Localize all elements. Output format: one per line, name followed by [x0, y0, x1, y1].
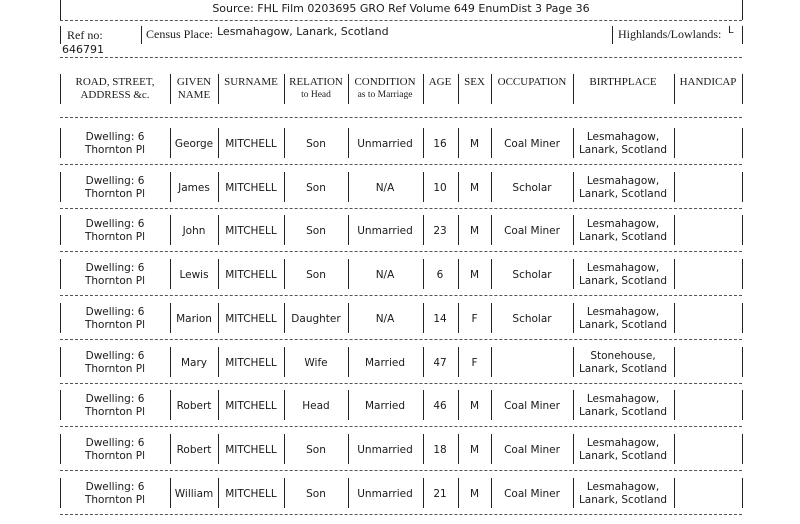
table-cell-occupation: Coal Miner — [504, 487, 560, 500]
col-relation-header: RELATION to Head — [289, 76, 343, 100]
table-cell-surname: MITCHELL — [225, 224, 277, 237]
table-cell-condition: Unmarried — [357, 137, 413, 150]
table-cell-surname: MITCHELL — [225, 268, 277, 281]
table-cell-occupation: Scholar — [512, 312, 552, 325]
table-cell-sex: M — [469, 137, 480, 150]
row-column-divider — [60, 303, 61, 333]
table-cell-surname: MITCHELL — [225, 356, 277, 369]
row-column-divider — [742, 478, 743, 508]
table-cell-handicap — [675, 432, 741, 468]
table-cell-condition: Unmarried — [357, 224, 413, 237]
table-cell-age: 18 — [433, 443, 447, 456]
header-column-divider — [218, 74, 219, 104]
table-cell-given: James — [178, 181, 210, 194]
table-cell-age: 10 — [433, 181, 447, 194]
row-divider — [60, 383, 742, 384]
table-cell-surname: MITCHELL — [225, 137, 277, 150]
col-given-header: GIVEN NAME — [176, 76, 212, 101]
ref-divider — [141, 26, 142, 44]
header-column-divider — [423, 74, 424, 104]
table-cell-address: Dwelling: 6 Thornton Pl — [84, 131, 146, 156]
row-column-divider — [742, 215, 743, 245]
col-sex-header: SEX — [464, 76, 485, 88]
row-column-divider — [60, 259, 61, 289]
table-cell-age: 16 — [433, 137, 447, 150]
row-divider — [60, 295, 742, 296]
table-cell-given: Marion — [176, 312, 212, 325]
table-cell-sex: M — [469, 399, 480, 412]
table-cell-condition: Married — [365, 356, 405, 369]
table-cell-given: Robert — [176, 443, 212, 456]
row-column-divider — [60, 478, 61, 508]
table-cell-relation: Son — [306, 268, 326, 281]
row-column-divider — [742, 347, 743, 377]
col-address-header: ROAD, STREET, ADDRESS &c. — [75, 76, 155, 101]
table-cell-age: 46 — [433, 399, 447, 412]
table-cell-address: Dwelling: 6 Thornton Pl — [84, 262, 146, 287]
table-cell-address: Dwelling: 6 Thornton Pl — [84, 350, 146, 375]
table-cell-relation: Son — [306, 224, 326, 237]
row-column-divider — [60, 434, 61, 464]
row-divider — [60, 514, 742, 515]
table-cell-age: 47 — [433, 356, 447, 369]
table-cell-handicap — [675, 213, 741, 249]
table-cell-handicap — [675, 345, 741, 381]
col-birthplace-header: BIRTHPLACE — [589, 76, 657, 88]
table-cell-handicap — [675, 301, 741, 337]
frame-right-mid — [742, 26, 743, 44]
table-cell-handicap — [675, 257, 741, 293]
header-column-divider — [170, 74, 171, 104]
table-cell-age: 21 — [433, 487, 447, 500]
highlands-value: L — [728, 25, 734, 36]
table-cell-relation: Son — [306, 181, 326, 194]
row-column-divider — [60, 215, 61, 245]
row-column-divider — [742, 434, 743, 464]
table-cell-surname: MITCHELL — [225, 399, 277, 412]
col-surname-header: SURNAME — [224, 76, 278, 88]
col-handicap-header: HANDICAP — [679, 76, 737, 88]
table-cell-relation: Head — [302, 399, 330, 412]
row-divider — [60, 339, 742, 340]
table-cell-address: Dwelling: 6 Thornton Pl — [84, 481, 146, 506]
table-cell-handicap — [675, 126, 741, 162]
header-row-divider — [60, 117, 742, 118]
row-column-divider — [742, 172, 743, 202]
table-cell-sex: F — [471, 356, 478, 369]
table-cell-handicap — [675, 388, 741, 424]
table-cell-occupation — [492, 345, 572, 381]
table-cell-relation: Son — [306, 487, 326, 500]
ref-no-value: 646791 — [62, 43, 104, 56]
table-cell-occupation: Coal Miner — [504, 443, 560, 456]
table-cell-relation: Wife — [304, 356, 328, 369]
row-column-divider — [742, 390, 743, 420]
table-cell-occupation: Scholar — [512, 181, 552, 194]
row-column-divider — [742, 259, 743, 289]
header-column-divider — [573, 74, 574, 104]
table-cell-sex: M — [469, 268, 480, 281]
table-cell-address: Dwelling: 6 Thornton Pl — [84, 175, 146, 200]
table-cell-address: Dwelling: 6 Thornton Pl — [84, 306, 146, 331]
table-cell-birthplace: Lesmahagow, Lanark, Scotland — [578, 175, 668, 200]
row-column-divider — [742, 303, 743, 333]
table-cell-relation: Son — [306, 137, 326, 150]
table-cell-surname: MITCHELL — [225, 487, 277, 500]
table-cell-occupation: Coal Miner — [504, 224, 560, 237]
census-place-label: Census Place: — [146, 27, 213, 41]
table-cell-birthplace: Lesmahagow, Lanark, Scotland — [578, 262, 668, 287]
table-cell-condition: N/A — [375, 312, 395, 325]
table-cell-given: William — [174, 487, 214, 500]
census-place-value: Lesmahagow, Lanark, Scotland — [217, 25, 389, 38]
header-column-divider — [674, 74, 675, 104]
table-cell-condition: N/A — [375, 181, 395, 194]
table-cell-birthplace: Stonehouse, Lanark, Scotland — [578, 350, 668, 375]
table-cell-relation: Son — [306, 443, 326, 456]
row-divider — [60, 251, 742, 252]
table-cell-sex: M — [469, 443, 480, 456]
table-cell-sex: F — [471, 312, 478, 325]
header-column-divider — [60, 74, 61, 104]
table-cell-given: Mary — [180, 356, 208, 369]
row-column-divider — [60, 347, 61, 377]
table-cell-condition: Unmarried — [357, 487, 413, 500]
header-column-divider — [348, 74, 349, 104]
table-cell-surname: MITCHELL — [225, 443, 277, 456]
source-line: Source: FHL Film 0203695 GRO Ref Volume 649 EnumDist 3 Page 36 — [212, 2, 590, 15]
table-cell-age: 23 — [433, 224, 447, 237]
row-column-divider — [60, 172, 61, 202]
table-cell-condition: Unmarried — [357, 443, 413, 456]
header-divider — [60, 20, 742, 21]
header-column-divider — [742, 74, 743, 104]
row-column-divider — [60, 128, 61, 158]
table-cell-handicap — [675, 476, 741, 512]
table-cell-occupation: Coal Miner — [504, 137, 560, 150]
table-cell-address: Dwelling: 6 Thornton Pl — [84, 393, 146, 418]
frame-right-top — [742, 0, 743, 20]
table-cell-occupation: Coal Miner — [504, 399, 560, 412]
table-cell-age: 14 — [433, 312, 447, 325]
table-cell-birthplace: Lesmahagow, Lanark, Scotland — [578, 393, 668, 418]
table-cell-given: Robert — [176, 399, 212, 412]
col-occupation-header: OCCUPATION — [497, 76, 567, 88]
row-divider — [60, 470, 742, 471]
table-cell-age: 6 — [436, 268, 444, 281]
table-cell-given: George — [174, 137, 214, 150]
ref-no-label: Ref no: — [67, 28, 103, 42]
table-cell-given: Lewis — [179, 268, 209, 281]
ref-left-border — [60, 26, 61, 44]
col-condition-header: CONDITION as to Marriage — [354, 76, 416, 100]
header-column-divider — [458, 74, 459, 104]
table-cell-birthplace: Lesmahagow, Lanark, Scotland — [578, 306, 668, 331]
table-cell-sex: M — [469, 181, 480, 194]
frame-left-top — [60, 0, 61, 20]
header-bottom-divider — [60, 57, 742, 58]
row-column-divider — [60, 390, 61, 420]
table-cell-condition: N/A — [375, 268, 395, 281]
table-cell-birthplace: Lesmahagow, Lanark, Scotland — [578, 218, 668, 243]
table-cell-address: Dwelling: 6 Thornton Pl — [84, 218, 146, 243]
table-cell-occupation: Scholar — [512, 268, 552, 281]
table-cell-address: Dwelling: 6 Thornton Pl — [84, 437, 146, 462]
table-cell-surname: MITCHELL — [225, 312, 277, 325]
row-divider — [60, 426, 742, 427]
highlands-label: Highlands/Lowlands: — [618, 27, 722, 41]
table-cell-sex: M — [469, 487, 480, 500]
table-cell-sex: M — [469, 224, 480, 237]
table-cell-given: John — [182, 224, 206, 237]
header-column-divider — [284, 74, 285, 104]
row-divider — [60, 208, 742, 209]
table-cell-surname: MITCHELL — [225, 181, 277, 194]
table-cell-birthplace: Lesmahagow, Lanark, Scotland — [578, 437, 668, 462]
col-age-header: AGE — [428, 76, 452, 88]
table-cell-birthplace: Lesmahagow, Lanark, Scotland — [578, 481, 668, 506]
table-cell-handicap — [675, 170, 741, 206]
row-column-divider — [742, 128, 743, 158]
place-divider — [612, 26, 613, 44]
table-cell-condition: Married — [365, 399, 405, 412]
row-divider — [60, 164, 742, 165]
header-column-divider — [491, 74, 492, 104]
table-cell-relation: Daughter — [291, 312, 341, 325]
table-cell-birthplace: Lesmahagow, Lanark, Scotland — [578, 131, 668, 156]
